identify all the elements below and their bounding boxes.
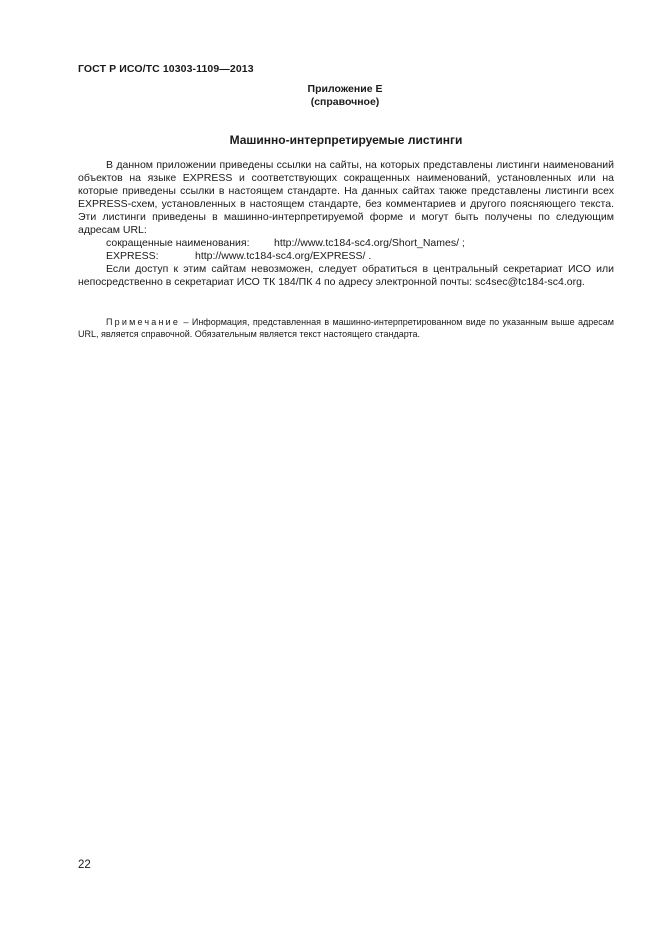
body-paragraph-2: Если доступ к этим сайтам невозможен, следует обратиться в центральный секретариат ИСО или непосредственно в секретариат ИСО ТК 184/ПК 4 по адресу электронной почты: sc4sec@tc184-sc4.org.	[78, 263, 614, 288]
note	[78, 316, 614, 340]
url-link-short-names[interactable]: http://www.tc184-sc4.org/Short_Names/ ;	[274, 237, 465, 249]
url-line-express	[78, 250, 614, 263]
appendix-title: Приложение Е	[307, 83, 383, 95]
section-title: Машинно-интерпретируемые листинги	[229, 133, 463, 147]
url-link-express[interactable]: http://www.tc184-sc4.org/EXPRESS/ .	[195, 250, 372, 262]
note-text: – Информация, представленная в машинно-интерпретированном виде по указанным выше адресам URL, является справочной. Обязательным является текст настоящего стандарта.	[78, 317, 614, 339]
body-paragraph-1: В данном приложении приведены ссылки на сайты, на которых представлены листинги наименований объектов на языке EXPRESS и соответствующих сокращенных наименований, установленных или на которые приведены ссылки в настоящем стандарте. На данных сайтах также представлены листинги всех EXPRESS-схем, установленных в настоящем стандарте, без комментариев и другого поясняющего текста. Эти листинги приведены в машинно-интерпретируемой форме и могут быть получены по следующим адресам URL:	[78, 159, 614, 236]
appendix-heading	[240, 83, 450, 109]
url-line-short-names	[78, 237, 614, 250]
page-number: 22	[78, 859, 91, 871]
note-label: Примечание	[106, 317, 181, 327]
body-text	[78, 159, 614, 289]
url-label-short-names: сокращенные наименования:	[106, 237, 250, 249]
url-label-express: EXPRESS:	[106, 250, 159, 262]
document-standard-code: ГОСТ Р ИСО/ТС 10303-1109—2013	[78, 63, 254, 75]
appendix-subtitle: (справочное)	[310, 96, 380, 108]
